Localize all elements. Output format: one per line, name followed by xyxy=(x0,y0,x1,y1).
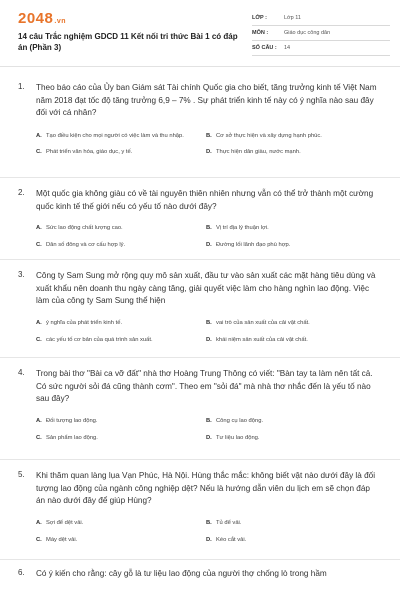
option-letter: C. xyxy=(36,148,42,155)
meta-label: MÔN : xyxy=(252,30,269,36)
question-item xyxy=(0,260,400,358)
answer-option[interactable] xyxy=(206,414,376,431)
option-text: Sản phẩm lao động. xyxy=(46,434,98,441)
option-letter: D. xyxy=(206,336,212,343)
option-letter: A. xyxy=(36,225,42,231)
option-text: khái niệm sản xuất của cải vật chất. xyxy=(216,336,308,343)
document-header xyxy=(0,0,400,62)
meta-value: Lớp 11 xyxy=(284,15,301,21)
meta-row-class xyxy=(252,11,390,26)
question-item xyxy=(0,178,400,260)
question-text: Trong bài thơ "Bài ca vỡ đất" nhà thơ Hoàng Trung Thông có viết: "Bàn tay ta làm nên tất cả. Có sức người sỏi đá cũng thành cơm". Theo em "sỏi đá" mà nhà thơ nhắc đến là yếu tố nào sau đây? xyxy=(36,369,373,403)
question-item xyxy=(0,358,400,460)
option-letter: D. xyxy=(206,434,212,441)
answer-option[interactable] xyxy=(36,431,206,448)
option-letter: C. xyxy=(36,536,42,543)
answer-option[interactable] xyxy=(36,128,206,145)
answer-option[interactable] xyxy=(206,221,376,238)
question-text: Công ty Sam Sung mở rộng quy mô sản xuất, đầu tư vào sản xuất các mặt hàng tiêu dùng và xuất khẩu nên doanh thu ngày càng tăng, giải quyết việc làm cho hàng nghìn lao động. Việc làm của công ty Sam Sung thể hiện xyxy=(36,271,376,305)
question-number: 4. xyxy=(18,368,25,377)
meta-label: SỐ CÂU : xyxy=(252,45,277,51)
question-text: Có ý kiến cho rằng: cây gỗ là tư liệu lao động của người thợ chống lò trong hầm xyxy=(36,569,327,578)
option-text: vai trò của sản xuất của cải vật chất. xyxy=(216,319,310,326)
answer-option[interactable] xyxy=(206,516,376,533)
option-text: Sức lao động chất lượng cao. xyxy=(46,225,123,231)
question-number: 1. xyxy=(18,82,25,91)
question-text: Khi thăm quan làng lụa Vạn Phúc, Hà Nội. Hùng thắc mắc: không biết vật nào dưới đây là đối tượng lao động của ngành công nghiệp dệt? Nếu là hướng dẫn viên du lịch em sẽ chọn đáp án nào dưới đây để giúp Hùng? xyxy=(36,471,376,505)
document-title: 14 câu Trắc nghiệm GDCD 11 Kết nối tri thức Bài 1 có đáp án (Phần 3) xyxy=(18,32,238,52)
answer-options xyxy=(36,316,378,356)
meta-label: LỚP : xyxy=(252,15,267,21)
option-text: Vị trí địa lý thuận lợi. xyxy=(216,225,269,231)
answer-option[interactable] xyxy=(36,414,206,431)
question-text: Theo báo cáo của Ủy ban Giám sát Tài chính Quốc gia cho biết, tăng trưởng kinh tế Việt Nam năm 2018 đạt tốc độ tăng trưởng 6,9 – 7% . Sự phát triển kinh tế này có ý nghĩa nào sau đây đối với cá nhân? xyxy=(36,83,377,117)
option-letter: A. xyxy=(36,417,42,424)
option-text: Tạo điều kiện cho mọi người có việc làm và thu nhập. xyxy=(46,132,184,139)
answer-options xyxy=(36,516,378,556)
answer-option[interactable] xyxy=(206,533,376,550)
question-number: 5. xyxy=(18,470,25,479)
answer-options xyxy=(36,221,378,261)
question-number: 2. xyxy=(18,188,25,197)
option-text: Cơ sở thực hiện và xây dựng hạnh phúc. xyxy=(216,132,322,139)
question-item xyxy=(0,560,400,600)
meta-value: 14 xyxy=(284,45,291,51)
question-number: 6. xyxy=(18,568,25,577)
option-text: Công cụ lao động. xyxy=(216,417,264,424)
answer-option[interactable] xyxy=(36,533,206,550)
option-text: Dân số đông và cơ cấu hợp lý. xyxy=(46,242,126,248)
option-letter: A. xyxy=(36,319,42,326)
answer-option[interactable] xyxy=(206,431,376,448)
option-letter: B. xyxy=(206,417,212,424)
option-text: Tư liệu lao động. xyxy=(216,434,260,441)
option-text: Đối tượng lao động. xyxy=(46,417,98,424)
option-letter: A. xyxy=(36,519,42,526)
answer-option[interactable] xyxy=(36,316,206,333)
meta-info-table xyxy=(252,11,390,56)
answer-option[interactable] xyxy=(36,516,206,533)
option-text: Thực hiện dân giàu, nước mạnh. xyxy=(216,148,301,155)
logo-suffix: .vn xyxy=(54,18,66,25)
option-letter: D. xyxy=(206,242,212,248)
answer-option[interactable] xyxy=(36,333,206,350)
question-list xyxy=(0,74,400,600)
meta-row-subject xyxy=(252,26,390,41)
option-text: Máy dệt vải. xyxy=(46,536,78,543)
logo-text: 2048 xyxy=(18,10,54,27)
question-item xyxy=(0,460,400,560)
option-text: Tủ để vải. xyxy=(216,519,242,526)
option-text: các yếu tố cơ bản của quá trình sản xuất. xyxy=(46,336,153,343)
answer-option[interactable] xyxy=(206,128,376,145)
option-letter: B. xyxy=(206,319,212,326)
meta-row-question-count xyxy=(252,41,390,56)
answer-option[interactable] xyxy=(206,145,376,162)
answer-option[interactable] xyxy=(36,238,206,255)
option-letter: D. xyxy=(206,536,212,543)
option-letter: B. xyxy=(206,225,212,231)
option-text: Kéo cắt vải. xyxy=(216,536,247,543)
option-letter: C. xyxy=(36,242,42,248)
answer-options xyxy=(36,414,378,454)
option-letter: D. xyxy=(206,148,212,155)
question-number: 3. xyxy=(18,270,25,279)
question-text: Một quốc gia không giàu có về tài nguyên thiên nhiên nhưng vẫn có thể trở thành một cường quốc kinh tế thế giới nếu có yếu tố nào dưới đây? xyxy=(36,189,374,211)
option-text: Sợi để dệt vải. xyxy=(46,519,84,526)
option-text: Phát triển văn hóa, giáo dục, y tế. xyxy=(46,148,133,155)
option-text: Đường lối lãnh đạo phù hợp. xyxy=(216,242,291,248)
answer-option[interactable] xyxy=(36,221,206,238)
meta-value: Giáo dục công dân xyxy=(284,30,331,36)
answer-option[interactable] xyxy=(206,333,376,350)
option-letter: B. xyxy=(206,519,212,526)
answer-option[interactable] xyxy=(36,145,206,162)
option-letter: C. xyxy=(36,434,42,441)
answer-option[interactable] xyxy=(206,238,376,255)
question-item xyxy=(0,74,400,178)
header-divider xyxy=(0,66,400,67)
answer-option[interactable] xyxy=(206,316,376,333)
option-text: ý nghĩa của phát triển kinh tế. xyxy=(46,319,123,326)
option-letter: A. xyxy=(36,132,42,139)
option-letter: B. xyxy=(206,132,212,139)
option-letter: C. xyxy=(36,336,42,343)
answer-options xyxy=(36,128,378,168)
